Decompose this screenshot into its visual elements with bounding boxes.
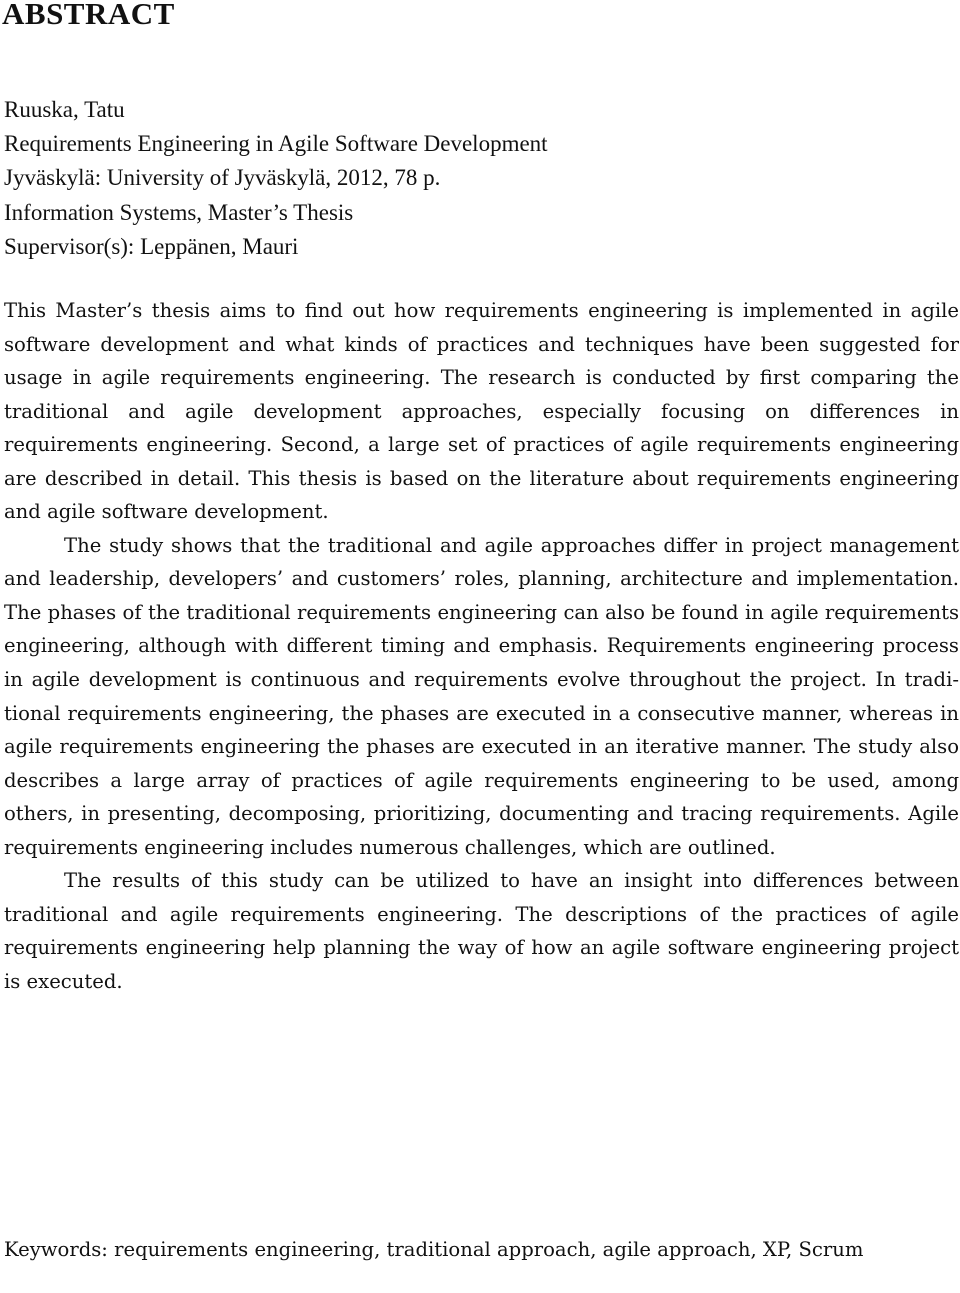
supervisor-line: Supervisor(s): Leppänen, Mauri (4, 233, 299, 259)
publisher-line: Jyväskylä: University of Jyväskylä, 2012, 78 p. (4, 165, 441, 191)
thesis-metadata (4, 93, 944, 264)
program-line: Information Systems, Master’s Thesis (4, 199, 354, 225)
abstract-paragraph-1: This Master’s thesis aims to find out how requirements engineering is implemented in agile software development and what kinds of practices and techniques have been suggested for usage in agile requirements engineering. The research is conducted by first comparing the traditional and agile development approaches, especially focusing on differences in requirements engineering. Second, a large set of practices of agile requirements engineering are described in detail. This thesis is based on the literature about requirements engineering and agile software development. (4, 299, 959, 524)
thesis-title-line: Requirements Engineering in Agile Software Development (4, 131, 548, 157)
keywords-line: Keywords: requirements engineering, traditional approach, agile approach, XP, Scrum (4, 1238, 864, 1261)
page-title: ABSTRACT (2, 0, 175, 31)
abstract-paragraph-2: The study shows that the traditional and agile approaches differ in project management and leadership, developers’ and customers’ roles, planning, architecture and implementation. The phases of the traditional requirements engineering can also be found in agile requirements engineering, although with different timing and emphasis. Requirements engineering process in agile development is continuous and requirements evolve throughout the project. In traditional requirements engineering, the phases are executed in a consecutive manner, whereas in agile requirements engineering the phases are executed in an iterative manner. The study also describes a large array of practices of agile requirements engineering to be used, among others, in presenting, decomposing, prioritizing, documenting and tracing requirements. Agile requirements engineering includes numerous challenges, which are outlined. (4, 533, 959, 859)
abstract-paragraph-3: The results of this study can be utilized to have an insight into differences between traditional and agile requirements engineering. The descriptions of the practices of agile requirements engineering help planning the way of how an agile software engineering project is executed. (4, 869, 959, 993)
abstract-body (4, 294, 959, 998)
author-line: Ruuska, Tatu (4, 97, 125, 122)
